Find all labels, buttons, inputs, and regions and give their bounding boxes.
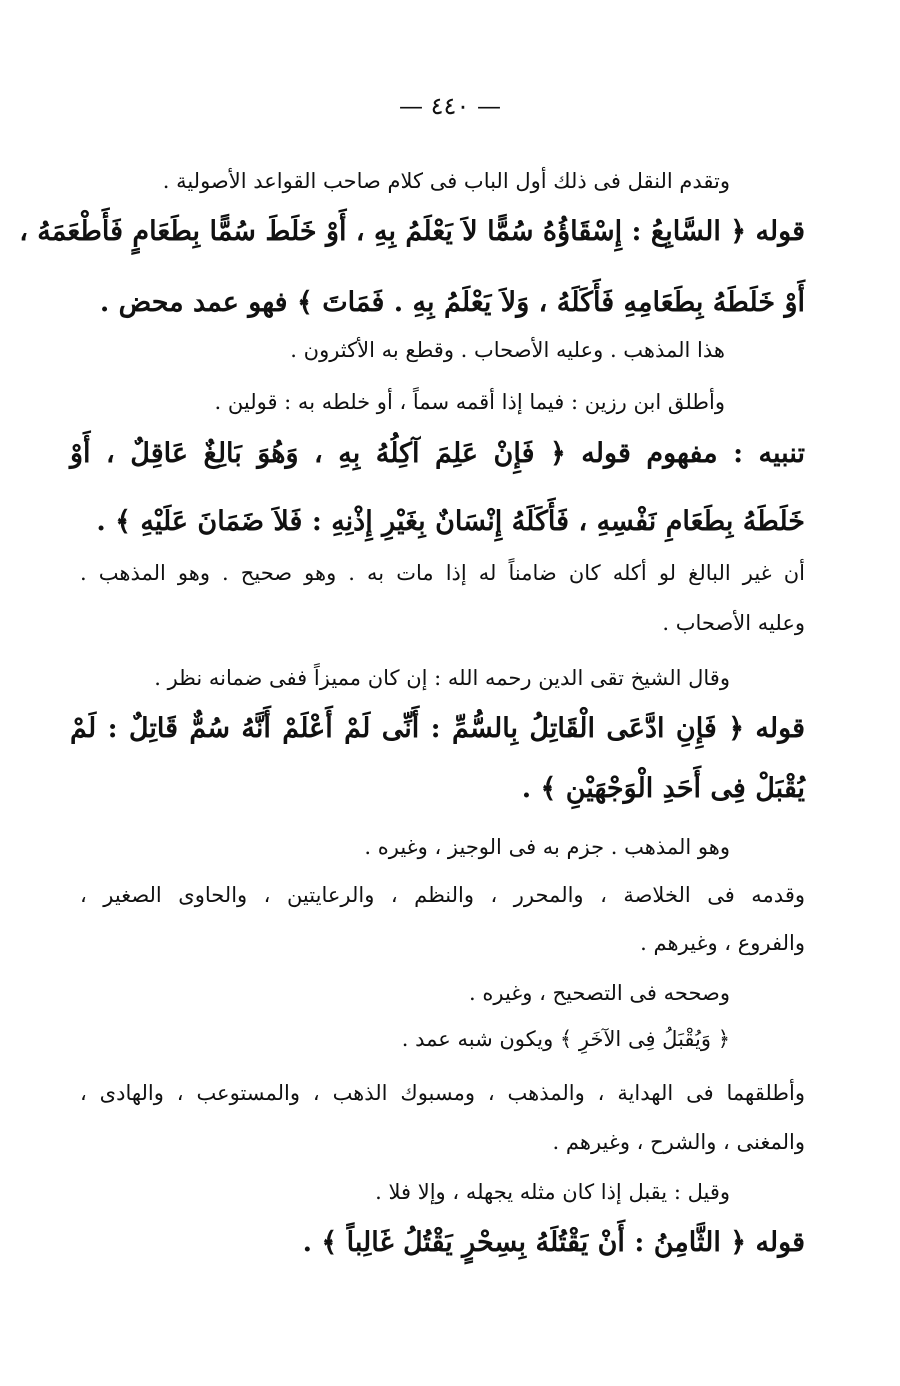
text-line: وقدمه فى الخلاصة ، والمحرر ، والنظم ، والرعايتين ، والحاوى الصغير ، xyxy=(80,883,805,907)
text-line: وصححه فى التصحيح ، وغيره . xyxy=(469,981,730,1005)
text-line: هذا المذهب . وعليه الأصحاب . وقطع به الأكثرون . xyxy=(290,338,725,362)
text-line: قوله ﴿ الثَّامِنُ : أَنْ يَقْتُلَهُ بِسِحْرٍ يَقْتُلُ غَالِباً ﴾ . xyxy=(302,1227,805,1258)
text-line: يُقْبَلْ فِى أَحَدِ الْوَجْهَيْنِ ﴾ . xyxy=(521,773,805,804)
text-line: وتقدم النقل فى ذلك أول الباب فى كلام صاحب القواعد الأصولية . xyxy=(162,169,730,193)
text-line: خَلَطَهُ بِطَعَامِ نَفْسِهِ ، فَأَكَلَهُ إِنْسَانٌ بِغَيْرِ إِذْنِهِ : فَلاَ ضَمَانَ عَلَيْهِ ﴾ . xyxy=(96,506,805,537)
text-line: وأطلق ابن رزين : فيما إذا أقمه سماً ، أو خلطه به : قولين . xyxy=(214,390,725,414)
text-line: قوله ﴿ السَّابِعُ : إِسْقَاؤُهُ سُمًّا لاَ يَعْلَمُ بِهِ ، أَوْ خَلَطَ سُمًّا بِطَعَامٍ فَأَطْعَمَهُ ، xyxy=(19,216,805,247)
text-line: ﴿ وَيُقْبَلُ فِى الآخَرِ ﴾ ويكون شبه عمد . xyxy=(401,1027,730,1051)
text-line: وعليه الأصحاب . xyxy=(662,611,805,635)
text-line: وقال الشيخ تقى الدين رحمه الله : إن كان مميزاً ففى ضمانه نظر . xyxy=(154,666,730,690)
text-line: وأطلقهما فى الهداية ، والمذهب ، ومسبوك الذهب ، والمستوعب ، والهادى ، xyxy=(80,1081,805,1105)
text-line: أن غير البالغ لو أكله كان ضامناً له إذا مات به . وهو صحيح . وهو المذهب . xyxy=(80,561,805,585)
text-line: وهو المذهب . جزم به فى الوجيز ، وغيره . xyxy=(364,835,730,859)
text-line: والفروع ، وغيرهم . xyxy=(640,931,805,955)
text-line: وقيل : يقبل إذا كان مثله يجهله ، وإلا فلا . xyxy=(375,1180,730,1204)
text-line: قوله ﴿ فَإِنِ ادَّعَى الْقَاتِلُ بِالسُّمِّ : أَنِّى لَمْ أَعْلَمْ أَنَّهُ سُمٌّ قَاتِلٌ : لَمْ xyxy=(70,713,805,744)
page-number: — ٤٤٠ — xyxy=(399,92,501,120)
text-line: تنبيه : مفهوم قوله ﴿ فَإِنْ عَلِمَ آكِلُهُ بِهِ ، وَهُوَ بَالِغٌ عَاقِلٌ ، أَوْ xyxy=(70,438,805,469)
text-line: أَوْ خَلَطَهُ بِطَعَامِهِ فَأَكَلَهُ ، وَلاَ يَعْلَمُ بِهِ . فَمَاتَ ﴾ فهو عمد محض . xyxy=(99,287,805,318)
text-line: والمغنى ، والشرح ، وغيرهم . xyxy=(552,1130,805,1154)
